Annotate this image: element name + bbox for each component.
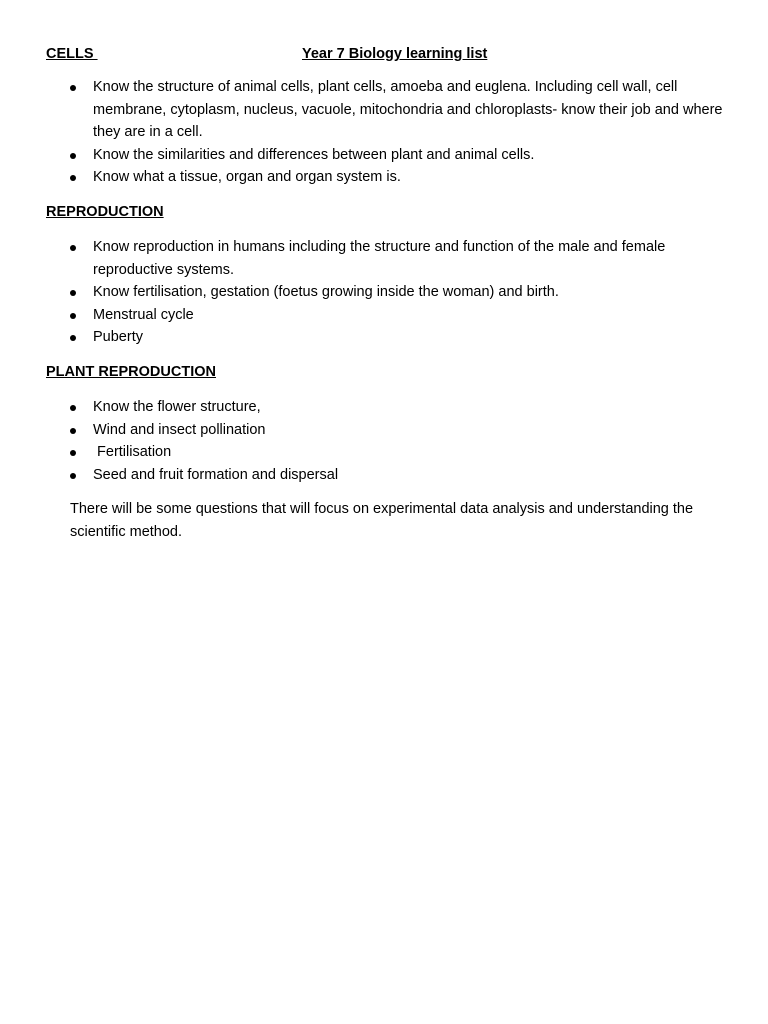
list-item <box>70 419 730 442</box>
list-item <box>70 441 730 464</box>
list-item <box>70 76 730 144</box>
bullet-icon <box>70 428 76 434</box>
closing-note: There will be some questions that will focus on experimental data analysis and understanding the scientific method. <box>70 501 694 540</box>
list-item <box>70 144 730 167</box>
list-item <box>70 326 730 349</box>
list-item-text: Fertilisation <box>93 444 172 460</box>
bullet-icon <box>70 450 76 456</box>
cells-bullet-list <box>70 76 730 189</box>
bullet-icon <box>70 153 76 159</box>
bullet-icon <box>70 245 76 251</box>
plant-reproduction-section-heading: PLANT REPRODUCTION <box>46 364 216 380</box>
bullet-icon <box>70 405 76 411</box>
list-item-text: Puberty <box>93 329 143 345</box>
list-item-text: Know the structure of animal cells, plant cells, amoeba and euglena. Including cell wall, cell membrane, cytoplasm, nucleus, vacuole, mitochondria and chloroplasts- know their job and where they are in a cell. <box>93 79 727 140</box>
list-item <box>70 304 730 327</box>
document-header <box>46 43 726 65</box>
list-item-text: Wind and insect pollination <box>93 421 266 438</box>
cells-section-heading: CELLS <box>46 46 98 62</box>
list-item-text: Menstrual cycle <box>93 306 194 323</box>
list-item-text: Seed and fruit formation and dispersal <box>93 466 339 483</box>
list-item-text: Know what a tissue, organ and organ system is. <box>93 169 401 185</box>
reproduction-section-heading: REPRODUCTION <box>46 204 164 220</box>
document-title: Year 7 Biology learning list <box>302 46 488 62</box>
bullet-icon <box>70 85 76 91</box>
list-item <box>70 396 730 419</box>
reproduction-bullet-list <box>70 236 730 349</box>
list-item-text: Know the similarities and differences between plant and animal cells. <box>93 146 535 163</box>
list-item <box>70 166 730 189</box>
list-item <box>70 236 730 281</box>
list-item <box>70 281 730 304</box>
bullet-icon <box>70 290 76 296</box>
list-item-text: Know the flower structure, <box>93 399 261 415</box>
list-item-text: Know reproduction in humans including the structure and function of the male and female reproductive systems. <box>93 239 670 278</box>
list-item-text: Know fertilisation, gestation (foetus growing inside the woman) and birth. <box>93 284 559 300</box>
bullet-icon <box>70 313 76 319</box>
plant-reproduction-bullet-list <box>70 396 730 486</box>
bullet-icon <box>70 175 76 181</box>
bullet-icon <box>70 335 76 341</box>
bullet-icon <box>70 473 76 479</box>
list-item <box>70 464 730 487</box>
